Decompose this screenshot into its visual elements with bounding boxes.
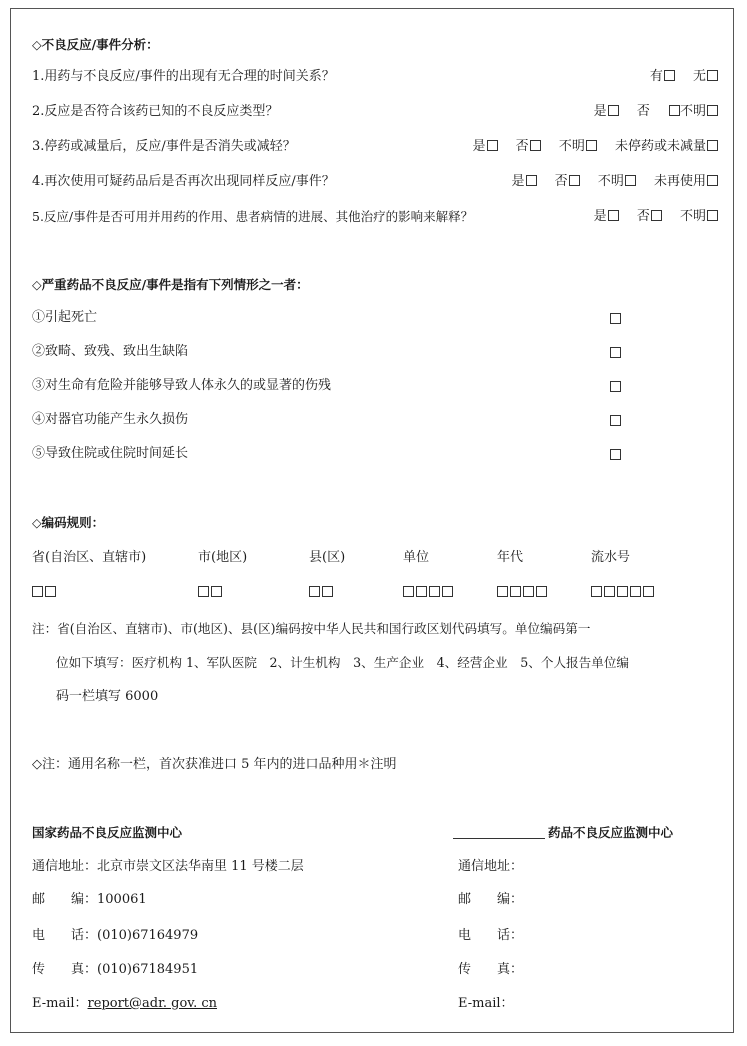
analysis-options-2 [594,103,718,121]
checkbox[interactable] [707,140,718,151]
checkbox[interactable] [608,105,619,116]
code-boxes-city [198,586,224,599]
code-box[interactable] [536,586,547,597]
analysis-options-3 [473,138,718,156]
serious-item-1: ①引起死亡 [32,310,98,325]
option-label: 否 [636,104,650,119]
checkbox[interactable] [569,175,580,186]
serious-item-5: ⑤导致住院或住院时间延长 [32,446,189,461]
analysis-question-5: 5.反应/事件是否可用并用药的作用、患者病情的进展、其他治疗的影响来解释？ [32,209,474,224]
code-box[interactable] [309,586,320,597]
local-email: E-mail： [458,996,514,1011]
checkbox[interactable] [664,70,675,81]
code-box[interactable] [617,586,628,597]
checkbox[interactable] [487,140,498,151]
email-link[interactable]: report@adr. gov. cn [87,996,218,1011]
code-boxes-unit [403,586,455,599]
analysis-question-2: 2.反应是否符合该药已知的不良反应类型？ [32,104,279,119]
serious-title: ◇严重药品不良反应/事件是指有下列情形之一者： [32,277,309,292]
coding-note-line-2: 位如下填写：医疗机构 1、军队医院 2、计生机构 3、生产企业 4、经营企业 5、个人报告单位编 [56,655,630,670]
option-label: 不明 [558,139,585,154]
option-label: 是 [511,174,525,189]
coding-note-line-1: 注：省(自治区、直辖市)、市(地区)、县(区)编码按中华人民共和国行政区划代码填写。单位编码第一 [32,621,591,636]
code-box[interactable] [429,586,440,597]
code-box[interactable] [523,586,534,597]
checkbox[interactable] [608,210,619,221]
analysis-options-5 [594,208,718,226]
option-label: 是 [472,139,486,154]
national-fax: 传 真：(010)67184951 [32,962,199,977]
code-box[interactable] [403,586,414,597]
analysis-options-1 [650,68,718,86]
serious-item-2: ②致畸、致残、致出生缺陷 [32,344,189,359]
code-box[interactable] [630,586,641,597]
option-label: 不明 [679,104,706,119]
local-fax: 传 真： [458,962,524,977]
serious-checkbox-3[interactable] [610,381,621,392]
national-address: 通信地址：北京市崇文区法华南里 11 号楼二层 [32,859,304,874]
import-remark: ◇注：通用名称一栏，首次获准进口 5 年内的进口品种用＊注明 [32,757,397,772]
code-box[interactable] [32,586,43,597]
checkbox[interactable] [586,140,597,151]
checkbox[interactable] [530,140,541,151]
code-box[interactable] [591,586,602,597]
coding-column-unit: 单位 [403,550,430,565]
national-phone: 电 话：(010)67164979 [32,928,199,943]
analysis-title: ◇不良反应/事件分析： [32,37,159,52]
code-box[interactable] [45,586,56,597]
coding-column-year: 年代 [497,550,524,565]
code-boxes-serial [591,586,656,599]
checkbox[interactable] [526,175,537,186]
serious-item-4: ④对器官功能产生永久损伤 [32,412,189,427]
local-postcode: 邮 编： [458,892,524,907]
code-box[interactable] [416,586,427,597]
option-label: 否 [636,209,650,224]
option-label: 未停药或未减量 [614,139,706,154]
code-boxes-county [309,586,335,599]
national-email [32,995,217,1013]
serious-checkbox-4[interactable] [610,415,621,426]
option-label: 不明 [597,174,624,189]
serious-checkbox-5[interactable] [610,449,621,460]
checkbox[interactable] [707,70,718,81]
serious-checkbox-1[interactable] [610,313,621,324]
coding-column-city: 市(地区) [198,550,248,565]
coding-note-line-3: 码一栏填写 6000 [56,689,159,704]
option-label: 不明 [679,209,706,224]
local-phone: 电 话： [458,928,524,943]
code-box[interactable] [198,586,209,597]
email-label: E-mail： [32,996,88,1011]
code-boxes-year [497,586,549,599]
checkbox[interactable] [651,210,662,221]
option-label: 否 [554,174,568,189]
option-label: 无 [692,69,706,84]
national-center-title: 国家药品不良反应监测中心 [32,825,183,840]
local-center-title: 药品不良反应监测中心 [548,825,674,840]
analysis-question-4: 4.再次使用可疑药品后是否再次出现同样反应/事件？ [32,174,335,189]
checkbox[interactable] [707,175,718,186]
form-frame [10,8,734,1033]
national-postcode: 邮 编：100061 [32,892,147,907]
checkbox[interactable] [707,210,718,221]
code-box[interactable] [510,586,521,597]
analysis-question-3: 3.停药或减量后，反应/事件是否消失或减轻？ [32,139,296,154]
checkbox[interactable] [625,175,636,186]
option-label: 有 [649,69,663,84]
code-box[interactable] [497,586,508,597]
local-address: 通信地址： [458,859,524,874]
coding-column-province: 省(自治区、直辖市) [32,550,147,565]
serious-checkbox-2[interactable] [610,347,621,358]
local-center-name-blank[interactable] [453,838,545,839]
analysis-question-1: 1.用药与不良反应/事件的出现有无合理的时间关系？ [32,69,335,84]
code-box[interactable] [643,586,654,597]
coding-title: ◇编码规则： [32,515,105,530]
analysis-options-4 [512,173,718,191]
code-box[interactable] [442,586,453,597]
option-label: 是 [593,209,607,224]
code-box[interactable] [322,586,333,597]
serious-item-3: ③对生命有危险并能够导致人体永久的或显著的伤残 [32,378,332,393]
code-box[interactable] [604,586,615,597]
code-boxes-province [32,586,58,599]
option-label: 是 [593,104,607,119]
option-label: 否 [515,139,529,154]
checkbox[interactable] [669,105,680,116]
checkbox[interactable] [707,105,718,116]
coding-column-county: 县(区) [309,550,346,565]
option-label: 未再使用 [653,174,706,189]
code-box[interactable] [211,586,222,597]
coding-column-serial: 流水号 [591,550,631,565]
